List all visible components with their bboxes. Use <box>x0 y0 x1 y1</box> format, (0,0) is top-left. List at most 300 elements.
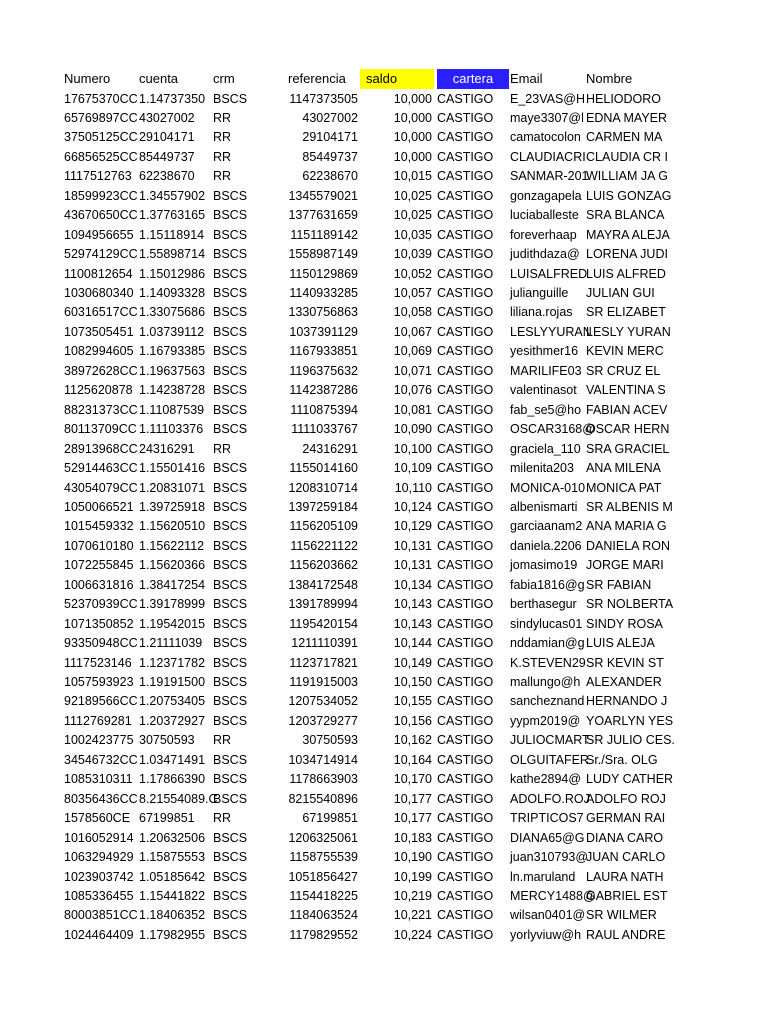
cell-crm[interactable]: BSCS <box>213 694 248 709</box>
header-referencia[interactable]: referencia <box>288 71 346 86</box>
cell-referencia[interactable]: 1179829552 <box>289 927 358 942</box>
cell-referencia[interactable]: 1147373505 <box>289 91 358 106</box>
cell-numero[interactable]: 52914463CC <box>64 461 138 476</box>
cell-nombre[interactable]: LUIS GONZAG <box>586 188 672 203</box>
cell-email[interactable]: LUISALFRED <box>510 266 588 281</box>
cell-cuenta[interactable]: 1.05185642 <box>139 869 206 884</box>
cell-referencia[interactable]: 62238670 <box>302 169 358 184</box>
cell-saldo[interactable]: 10,000 <box>393 91 432 106</box>
cell-numero[interactable]: 1070610180 <box>64 538 134 553</box>
cell-saldo[interactable]: 10,015 <box>393 169 432 184</box>
cell-cuenta[interactable]: 29104171 <box>139 130 195 145</box>
cell-saldo[interactable]: 10,144 <box>393 636 432 651</box>
cell-nombre[interactable]: LUIS ALEJA <box>586 636 655 651</box>
cell-nombre[interactable]: ANA MARIA G <box>586 519 667 534</box>
cell-email[interactable]: JULIOCMART <box>510 733 590 748</box>
cell-crm[interactable]: RR <box>213 811 232 826</box>
cell-cuenta[interactable]: 1.17982955 <box>139 927 206 942</box>
cell-crm[interactable]: BSCS <box>213 247 248 262</box>
cell-nombre[interactable]: JUAN CARLO <box>586 850 666 865</box>
cell-email[interactable]: jomasimo19 <box>510 558 578 573</box>
cell-nombre[interactable]: SR FABIAN <box>586 577 652 592</box>
cell-email[interactable]: SANMAR-201 <box>510 169 589 184</box>
cell-nombre[interactable]: CARMEN MA <box>586 130 663 145</box>
cell-referencia[interactable]: 8215540896 <box>288 791 358 806</box>
cell-numero[interactable]: 1071350852 <box>64 616 134 631</box>
cell-numero[interactable]: 52370939CC <box>64 597 138 612</box>
cell-crm[interactable]: BSCS <box>213 286 248 300</box>
cell-email[interactable]: OLGUITAFER <box>510 752 589 767</box>
cell-numero[interactable]: 1082994605 <box>64 344 134 359</box>
cell-email[interactable]: liliana.rojas <box>510 305 573 320</box>
cell-saldo[interactable]: 10,090 <box>393 422 432 437</box>
cell-cartera[interactable]: CASTIGO <box>437 91 494 106</box>
cell-cartera[interactable]: CASTIGO <box>437 888 494 903</box>
cell-referencia[interactable]: 1184063524 <box>289 908 358 923</box>
cell-crm[interactable]: BSCS <box>213 713 248 728</box>
cell-referencia[interactable]: 1206325061 <box>288 830 358 845</box>
cell-email[interactable]: MONICA-010 <box>510 480 586 495</box>
cell-saldo[interactable]: 10,170 <box>393 772 432 787</box>
cell-nombre[interactable]: GABRIEL EST <box>586 888 668 903</box>
cell-saldo[interactable]: 10,162 <box>393 733 432 748</box>
cell-numero[interactable]: 1094956655 <box>64 227 134 242</box>
cell-email[interactable]: MERCY1488@ <box>510 888 596 903</box>
cell-referencia[interactable]: 43027002 <box>302 110 358 125</box>
cell-saldo[interactable]: 10,177 <box>393 791 432 806</box>
cell-cuenta[interactable]: 1.19637563 <box>139 363 206 378</box>
cell-cartera[interactable]: CASTIGO <box>437 927 494 942</box>
cell-referencia[interactable]: 1345579021 <box>288 188 358 203</box>
cell-referencia[interactable]: 1156205109 <box>289 519 358 534</box>
cell-nombre[interactable]: ANA MILENA <box>586 461 662 476</box>
cell-email[interactable]: camatocolon <box>510 130 581 145</box>
cell-email[interactable]: judithdaza@ <box>510 247 580 262</box>
cell-email[interactable]: ADOLFO.ROJ <box>510 791 590 806</box>
cell-numero[interactable]: 1023903742 <box>64 869 134 884</box>
cell-referencia[interactable]: 1150129869 <box>289 266 358 281</box>
cell-nombre[interactable]: GERMAN RAI <box>586 811 666 826</box>
cell-email[interactable]: julianguille <box>510 286 569 300</box>
cell-cartera[interactable]: CASTIGO <box>437 597 494 612</box>
cell-cartera[interactable]: CASTIGO <box>437 344 494 359</box>
cell-nombre[interactable]: KEVIN MERC <box>586 344 664 359</box>
cell-crm[interactable]: RR <box>213 110 232 125</box>
cell-referencia[interactable]: 1558987149 <box>288 247 358 262</box>
cell-cartera[interactable]: CASTIGO <box>437 383 494 398</box>
cell-crm[interactable]: BSCS <box>213 616 248 631</box>
cell-crm[interactable]: BSCS <box>213 305 248 320</box>
cell-crm[interactable]: BSCS <box>213 888 248 903</box>
cell-numero[interactable]: 80113709CC <box>64 422 137 437</box>
cell-nombre[interactable]: LAURA NATH <box>586 869 664 884</box>
cell-referencia[interactable]: 1156203662 <box>289 558 358 573</box>
cell-numero[interactable]: 43054079CC <box>64 480 138 495</box>
cell-crm[interactable]: RR <box>213 441 232 456</box>
cell-saldo[interactable]: 10,109 <box>393 461 432 476</box>
cell-nombre[interactable]: SRA GRACIEL <box>586 441 670 456</box>
cell-referencia[interactable]: 1208310714 <box>288 480 358 495</box>
cell-nombre[interactable]: VALENTINA S <box>586 383 666 398</box>
cell-nombre[interactable]: SRA BLANCA <box>586 208 665 223</box>
cell-nombre[interactable]: SR WILMER <box>586 908 657 923</box>
cell-referencia[interactable]: 1211110391 <box>291 636 358 651</box>
cell-saldo[interactable]: 10,110 <box>394 480 432 495</box>
cell-nombre[interactable]: SR JULIO CES. <box>586 733 675 748</box>
cell-numero[interactable]: 88231373CC <box>64 402 138 417</box>
cell-cartera[interactable]: CASTIGO <box>437 110 494 125</box>
cell-nombre[interactable]: FABIAN ACEV <box>586 402 668 417</box>
cell-saldo[interactable]: 10,199 <box>393 869 432 884</box>
cell-referencia[interactable]: 1155014160 <box>289 461 358 476</box>
cell-saldo[interactable]: 10,155 <box>393 694 432 709</box>
cell-referencia[interactable]: 24316291 <box>302 441 358 456</box>
cell-saldo[interactable]: 10,143 <box>393 597 432 612</box>
cell-nombre[interactable]: JORGE MARI <box>586 558 664 573</box>
cell-cartera[interactable]: CASTIGO <box>437 305 494 320</box>
cell-numero[interactable]: 1100812654 <box>64 266 133 281</box>
cell-cuenta[interactable]: 1.15501416 <box>139 461 206 476</box>
header-cuenta[interactable]: cuenta <box>139 71 179 86</box>
cell-cuenta[interactable]: 43027002 <box>139 110 195 125</box>
cell-cartera[interactable]: CASTIGO <box>437 908 494 923</box>
cell-email[interactable]: E_23VAS@H <box>510 91 585 106</box>
cell-referencia[interactable]: 1330756863 <box>288 305 358 320</box>
cell-numero[interactable]: 1024464409 <box>64 927 134 942</box>
cell-crm[interactable]: BSCS <box>213 499 248 514</box>
cell-numero[interactable]: 1030680340 <box>64 286 134 300</box>
cell-saldo[interactable]: 10,149 <box>393 655 432 670</box>
cell-saldo[interactable]: 10,058 <box>393 305 432 320</box>
cell-cuenta[interactable]: 1.11103376 <box>139 422 204 437</box>
cell-referencia[interactable]: 1140933285 <box>289 286 358 300</box>
cell-nombre[interactable]: SR ALBENIS M <box>586 499 673 514</box>
cell-cartera[interactable]: CASTIGO <box>437 538 494 553</box>
header-numero[interactable]: Numero <box>64 71 111 86</box>
cell-numero[interactable]: 92189566CC <box>64 694 138 709</box>
cell-nombre[interactable]: LESLY YURAN <box>586 324 671 339</box>
cell-cuenta[interactable]: 1.17866390 <box>139 772 206 787</box>
cell-numero[interactable]: 1006631816 <box>64 577 134 592</box>
cell-cartera[interactable]: CASTIGO <box>437 577 494 592</box>
cell-cartera[interactable]: CASTIGO <box>437 499 494 514</box>
cell-saldo[interactable]: 10,129 <box>393 519 432 534</box>
cell-crm[interactable]: RR <box>213 733 232 748</box>
cell-referencia[interactable]: 1156221122 <box>290 538 358 553</box>
cell-nombre[interactable]: LORENA JUDI <box>586 247 668 262</box>
cell-email[interactable]: nddamian@g <box>510 636 585 651</box>
cell-cuenta[interactable]: 1.12371782 <box>139 655 206 670</box>
cell-nombre[interactable]: ADOLFO ROJ <box>586 791 666 806</box>
cell-crm[interactable]: BSCS <box>213 791 248 806</box>
cell-numero[interactable]: 34546732CC <box>64 752 138 767</box>
cell-referencia[interactable]: 1203729277 <box>288 713 358 728</box>
cell-numero[interactable]: 66856525CC <box>64 149 138 164</box>
cell-referencia[interactable]: 85449737 <box>302 149 358 164</box>
cell-crm[interactable]: BSCS <box>213 655 248 670</box>
cell-saldo[interactable]: 10,100 <box>393 441 432 456</box>
cell-crm[interactable]: BSCS <box>213 519 248 534</box>
cell-cuenta[interactable]: 24316291 <box>139 441 195 456</box>
header-nombre[interactable]: Nombre <box>586 71 633 86</box>
cell-referencia[interactable]: 1037391129 <box>289 324 358 339</box>
cell-crm[interactable]: BSCS <box>213 830 248 845</box>
cell-numero[interactable]: 1085336455 <box>64 888 134 903</box>
cell-referencia[interactable]: 29104171 <box>302 130 358 145</box>
cell-crm[interactable]: BSCS <box>213 752 248 767</box>
cell-numero[interactable]: 93350948CC <box>64 636 138 651</box>
cell-cuenta[interactable]: 1.20632506 <box>139 830 206 845</box>
cell-numero[interactable]: 1117512763 <box>64 169 132 184</box>
cell-cartera[interactable]: CASTIGO <box>437 791 494 806</box>
cell-cartera[interactable]: CASTIGO <box>437 130 494 145</box>
cell-cartera[interactable]: CASTIGO <box>437 266 494 281</box>
cell-email[interactable]: yypm2019@ <box>510 713 581 728</box>
cell-numero[interactable]: 1112769281 <box>64 713 132 728</box>
cell-cartera[interactable]: CASTIGO <box>437 324 494 339</box>
cell-numero[interactable]: 28913968CC <box>64 441 138 456</box>
cell-email[interactable]: CLAUDIACRI <box>510 149 586 164</box>
cell-cuenta[interactable]: 1.15620510 <box>139 519 206 534</box>
cell-referencia[interactable]: 1154418225 <box>289 888 358 903</box>
cell-cartera[interactable]: CASTIGO <box>437 869 494 884</box>
cell-referencia[interactable]: 1397259184 <box>288 499 358 514</box>
cell-referencia[interactable]: 1158755539 <box>289 850 358 865</box>
cell-referencia[interactable]: 1167933851 <box>289 344 358 359</box>
cell-saldo[interactable]: 10,150 <box>393 675 432 689</box>
cell-nombre[interactable]: DANIELA RON <box>586 538 671 553</box>
cell-email[interactable]: garciaanam2 <box>510 519 583 534</box>
cell-cartera[interactable]: CASTIGO <box>437 169 494 184</box>
cell-saldo[interactable]: 10,156 <box>393 713 432 728</box>
cell-cartera[interactable]: CASTIGO <box>437 363 494 378</box>
cell-saldo[interactable]: 10,000 <box>393 149 432 164</box>
cell-numero[interactable]: 80356436CC <box>64 791 138 806</box>
cell-cuenta[interactable]: 62238670 <box>139 169 195 184</box>
cell-cartera[interactable]: CASTIGO <box>437 694 494 709</box>
cell-referencia[interactable]: 1384172548 <box>288 577 358 592</box>
cell-cartera[interactable]: CASTIGO <box>437 441 494 456</box>
cell-cartera[interactable]: CASTIGO <box>437 519 494 534</box>
cell-cuenta[interactable]: 1.15441822 <box>139 888 206 903</box>
cell-cuenta[interactable]: 1.39178999 <box>139 597 206 612</box>
cell-crm[interactable]: BSCS <box>213 480 248 495</box>
cell-nombre[interactable]: ALEXANDER <box>586 675 662 689</box>
cell-numero[interactable]: 1016052914 <box>64 830 134 845</box>
cell-email[interactable]: daniela.2206 <box>510 538 582 553</box>
header-crm[interactable]: crm <box>213 71 235 86</box>
cell-cuenta[interactable]: 1.34557902 <box>139 188 206 203</box>
cell-saldo[interactable]: 10,035 <box>393 227 432 242</box>
cell-email[interactable]: TRIPTICOS7 <box>510 811 584 826</box>
cell-email[interactable]: yesithmer16 <box>510 344 579 359</box>
cell-nombre[interactable]: DIANA CARO <box>586 830 664 845</box>
cell-crm[interactable]: BSCS <box>213 324 248 339</box>
cell-saldo[interactable]: 10,025 <box>393 208 432 223</box>
cell-email[interactable]: juan310793@ <box>510 850 589 865</box>
cell-email[interactable]: luciaballeste <box>510 208 579 223</box>
cell-numero[interactable]: 52974129CC <box>64 247 138 262</box>
cell-cartera[interactable]: CASTIGO <box>437 149 494 164</box>
cell-email[interactable]: OSCAR3168@ <box>510 422 595 437</box>
cell-nombre[interactable]: EDNA MAYER <box>586 110 668 125</box>
cell-crm[interactable]: RR <box>213 130 232 145</box>
cell-cartera[interactable]: CASTIGO <box>437 772 494 787</box>
cell-nombre[interactable]: SINDY ROSA <box>586 616 663 631</box>
cell-referencia[interactable]: 1207534052 <box>288 694 358 709</box>
cell-numero[interactable]: 1057593923 <box>64 675 134 689</box>
cell-email[interactable]: K.STEVEN29 <box>510 655 586 670</box>
cell-email[interactable]: wilsan0401@ <box>510 908 586 923</box>
cell-email[interactable]: graciela_110 <box>510 441 581 456</box>
cell-numero[interactable]: 37505125CC <box>64 130 138 145</box>
cell-cartera[interactable]: CASTIGO <box>437 811 494 826</box>
cell-crm[interactable]: BSCS <box>213 208 248 223</box>
cell-cartera[interactable]: CASTIGO <box>437 422 494 437</box>
cell-cuenta[interactable]: 1.39725918 <box>139 499 206 514</box>
cell-cuenta[interactable]: 1.15118914 <box>139 227 205 242</box>
cell-nombre[interactable]: HELIODORO <box>586 91 662 106</box>
cell-saldo[interactable]: 10,131 <box>393 558 432 573</box>
cell-saldo[interactable]: 10,124 <box>393 499 432 514</box>
cell-saldo[interactable]: 10,219 <box>393 888 432 903</box>
cell-nombre[interactable]: JULIAN GUI <box>586 286 655 300</box>
cell-nombre[interactable]: MONICA PAT <box>586 480 662 495</box>
cell-crm[interactable]: BSCS <box>213 461 248 476</box>
cell-saldo[interactable]: 10,224 <box>393 927 432 942</box>
cell-email[interactable]: albenismarti <box>510 499 578 514</box>
cell-cuenta[interactable]: 1.37763165 <box>139 208 206 223</box>
cell-referencia[interactable]: 1391789994 <box>288 597 358 612</box>
cell-nombre[interactable]: SR ELIZABET <box>586 305 666 320</box>
cell-cuenta[interactable]: 1.38417254 <box>139 577 206 592</box>
cell-email[interactable]: MARILIFE03 <box>510 363 582 378</box>
cell-email[interactable]: yorlyviuw@h <box>510 927 582 942</box>
cell-saldo[interactable]: 10,143 <box>393 616 432 631</box>
cell-numero[interactable]: 1073505451 <box>64 324 134 339</box>
cell-crm[interactable]: BSCS <box>213 422 248 437</box>
cell-cartera[interactable]: CASTIGO <box>437 286 494 300</box>
cell-numero[interactable]: 1072255845 <box>64 558 134 573</box>
cell-cuenta[interactable]: 1.20831071 <box>139 480 206 495</box>
cell-email[interactable]: valentinasot <box>510 383 577 398</box>
cell-email[interactable]: sancheznand <box>510 694 585 709</box>
cell-cartera[interactable]: CASTIGO <box>437 480 494 495</box>
cell-nombre[interactable]: RAUL ANDRE <box>586 927 666 942</box>
cell-saldo[interactable]: 10,183 <box>393 830 432 845</box>
cell-cuenta[interactable]: 1.03739112 <box>139 324 205 339</box>
cell-nombre[interactable]: OSCAR HERN <box>586 422 670 437</box>
cell-email[interactable]: berthasegur <box>510 597 577 612</box>
cell-cartera[interactable]: CASTIGO <box>437 227 494 242</box>
cell-email[interactable]: milenita203 <box>510 461 574 476</box>
cell-cartera[interactable]: CASTIGO <box>437 713 494 728</box>
cell-cartera[interactable]: CASTIGO <box>437 247 494 262</box>
cell-crm[interactable]: BSCS <box>213 266 248 281</box>
cell-crm[interactable]: RR <box>213 169 232 184</box>
cell-email[interactable]: mallungo@h <box>510 675 581 689</box>
cell-cartera[interactable]: CASTIGO <box>437 616 494 631</box>
cell-nombre[interactable]: SR KEVIN ST <box>586 655 664 670</box>
cell-cartera[interactable]: CASTIGO <box>437 675 494 689</box>
cell-saldo[interactable]: 10,039 <box>393 247 432 262</box>
cell-cuenta[interactable]: 1.21111039 <box>139 636 203 651</box>
cell-saldo[interactable]: 10,164 <box>393 752 432 767</box>
cell-crm[interactable]: BSCS <box>213 344 248 359</box>
cell-saldo[interactable]: 10,025 <box>393 188 432 203</box>
cell-email[interactable]: DIANA65@G <box>510 830 585 845</box>
cell-crm[interactable]: BSCS <box>213 675 248 689</box>
cell-crm[interactable]: BSCS <box>213 597 248 612</box>
cell-nombre[interactable]: WILLIAM JA G <box>586 169 668 184</box>
cell-nombre[interactable]: SR CRUZ EL <box>586 363 661 378</box>
cell-cuenta[interactable]: 30750593 <box>139 733 195 748</box>
cell-cuenta[interactable]: 67199851 <box>139 811 195 826</box>
cell-saldo[interactable]: 10,221 <box>393 908 432 923</box>
cell-numero[interactable]: 80003851CC <box>64 908 138 923</box>
cell-cuenta[interactable]: 1.55898714 <box>139 247 206 262</box>
cell-crm[interactable]: BSCS <box>213 869 248 884</box>
cell-saldo[interactable]: 10,071 <box>393 363 432 378</box>
cell-email[interactable]: LESLYYURAN <box>510 324 592 339</box>
cell-crm[interactable]: BSCS <box>213 636 248 651</box>
cell-numero[interactable]: 60316517CC <box>64 305 138 320</box>
cell-numero[interactable]: 1002423775 <box>64 733 134 748</box>
cell-referencia[interactable]: 67199851 <box>302 811 358 826</box>
cell-numero[interactable]: 17675370CC <box>64 91 138 106</box>
cell-nombre[interactable]: LUIS ALFRED <box>586 266 666 281</box>
cell-referencia[interactable]: 1123717821 <box>289 655 358 670</box>
cell-crm[interactable]: BSCS <box>213 91 248 106</box>
cell-nombre[interactable]: SR NOLBERTA <box>586 597 674 612</box>
cell-cartera[interactable]: CASTIGO <box>437 850 494 865</box>
cell-saldo[interactable]: 10,052 <box>393 266 432 281</box>
cell-email[interactable]: foreverhaap <box>510 227 577 242</box>
cell-numero[interactable]: 18599923CC <box>64 188 138 203</box>
cell-numero[interactable]: 1578560CE <box>64 811 131 826</box>
cell-crm[interactable]: BSCS <box>213 850 248 865</box>
cell-cuenta[interactable]: 85449737 <box>139 149 195 164</box>
cell-email[interactable]: maye3307@l <box>510 110 584 125</box>
cell-cuenta[interactable]: 1.16793385 <box>139 344 206 359</box>
cell-cuenta[interactable]: 1.19542015 <box>139 616 206 631</box>
cell-referencia[interactable]: 30750593 <box>302 733 358 748</box>
header-email[interactable]: Email <box>510 71 543 86</box>
cell-cartera[interactable]: CASTIGO <box>437 752 494 767</box>
cell-cuenta[interactable]: 1.19191500 <box>139 675 206 689</box>
cell-numero[interactable]: 38972628CC <box>64 363 138 378</box>
cell-crm[interactable]: BSCS <box>213 772 248 787</box>
cell-nombre[interactable]: MAYRA ALEJA <box>586 227 670 242</box>
cell-cuenta[interactable]: 1.14093328 <box>139 286 206 300</box>
cell-numero[interactable]: 1085310311 <box>64 772 133 787</box>
cell-cartera[interactable]: CASTIGO <box>437 636 494 651</box>
cell-numero[interactable]: 1117523146 <box>64 655 132 670</box>
cell-numero[interactable]: 1050066521 <box>64 499 134 514</box>
cell-saldo[interactable]: 10,131 <box>393 538 432 553</box>
cell-referencia[interactable]: 1110875394 <box>290 402 358 417</box>
cell-cuenta[interactable]: 1.14737350 <box>139 91 206 106</box>
cell-crm[interactable]: BSCS <box>213 227 248 242</box>
cell-crm[interactable]: BSCS <box>213 558 248 573</box>
cell-crm[interactable]: BSCS <box>213 577 248 592</box>
cell-cartera[interactable]: CASTIGO <box>437 402 494 417</box>
cell-numero[interactable]: 65769897CC <box>64 110 138 125</box>
cell-saldo[interactable]: 10,000 <box>393 130 432 145</box>
cell-saldo[interactable]: 10,057 <box>393 286 432 300</box>
cell-cartera[interactable]: CASTIGO <box>437 188 494 203</box>
cell-numero[interactable]: 1063294929 <box>64 850 134 865</box>
